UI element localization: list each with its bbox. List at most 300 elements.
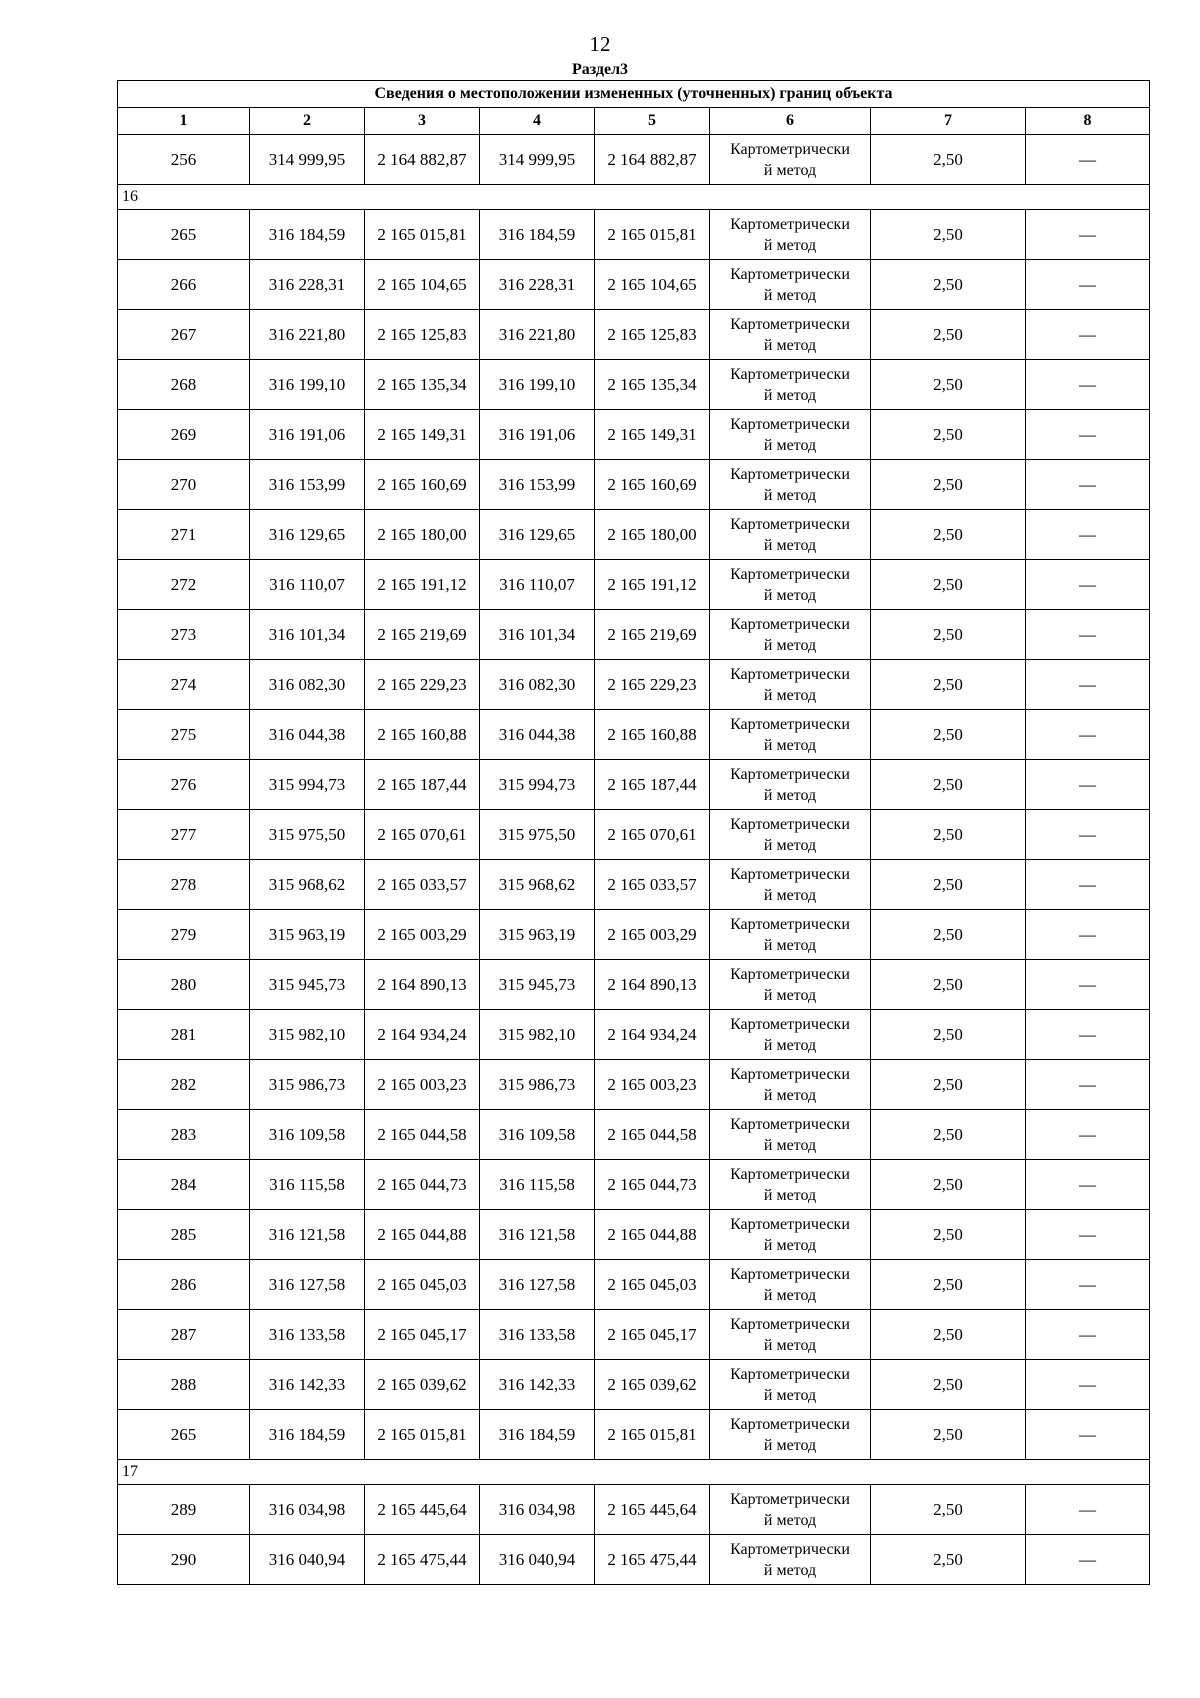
method-cell [710,135,871,185]
point-number-cell: 265 [118,1410,250,1460]
method-cell [710,510,871,560]
method-cell [710,660,871,710]
new-x-cell: 316 101,34 [480,610,595,660]
description-cell: — [1026,1260,1150,1310]
point-number-cell: 279 [118,910,250,960]
existing-x-cell: 315 994,73 [250,760,365,810]
table-row [118,135,1150,185]
new-y-cell: 2 165 229,23 [595,660,710,710]
method-cell [710,310,871,360]
method-line-1: Картометрически [730,315,850,333]
method-line-1: Картометрически [730,465,850,483]
point-number-cell: 289 [118,1485,250,1535]
existing-x-cell: 316 101,34 [250,610,365,660]
accuracy-cell: 2,50 [871,710,1026,760]
description-cell: — [1026,360,1150,410]
method-line-2: й метод [763,436,817,454]
new-y-cell: 2 165 003,23 [595,1060,710,1110]
accuracy-cell: 2,50 [871,260,1026,310]
method-line-2: й метод [763,1036,817,1054]
method-cell [710,1210,871,1260]
method-line-2: й метод [763,936,817,954]
new-x-cell: 316 121,58 [480,1210,595,1260]
table-caption: Сведения о местоположении измененных (уточненных) границ объекта [118,81,1150,108]
accuracy-cell: 2,50 [871,410,1026,460]
existing-y-cell: 2 165 160,69 [365,460,480,510]
existing-y-cell: 2 165 044,88 [365,1210,480,1260]
method-cell [710,810,871,860]
description-cell: — [1026,1310,1150,1360]
new-y-cell: 2 165 045,17 [595,1310,710,1360]
existing-y-cell: 2 165 149,31 [365,410,480,460]
method-line-2: й метод [763,236,817,254]
column-number-8: 8 [1026,108,1150,135]
new-y-cell: 2 165 033,57 [595,860,710,910]
accuracy-cell: 2,50 [871,910,1026,960]
description-cell: — [1026,610,1150,660]
new-y-cell: 2 165 219,69 [595,610,710,660]
new-x-cell: 316 199,10 [480,360,595,410]
accuracy-cell: 2,50 [871,1485,1026,1535]
point-number-cell: 273 [118,610,250,660]
new-y-cell: 2 165 149,31 [595,410,710,460]
column-number-6: 6 [710,108,871,135]
table-row [118,710,1150,760]
contour-group-row [118,1460,1150,1485]
method-cell [710,710,871,760]
existing-y-cell: 2 165 003,23 [365,1060,480,1110]
existing-y-cell: 2 165 187,44 [365,760,480,810]
accuracy-cell: 2,50 [871,1535,1026,1585]
method-cell [710,610,871,660]
column-number-5: 5 [595,108,710,135]
new-y-cell: 2 165 160,88 [595,710,710,760]
accuracy-cell: 2,50 [871,1210,1026,1260]
table-row [118,460,1150,510]
point-number-cell: 267 [118,310,250,360]
method-line-2: й метод [763,336,817,354]
existing-x-cell: 316 082,30 [250,660,365,710]
description-cell: — [1026,860,1150,910]
section-title: Раздел3 [571,61,629,78]
accuracy-cell: 2,50 [871,760,1026,810]
accuracy-cell: 2,50 [871,660,1026,710]
description-cell: — [1026,1535,1150,1585]
method-line-2: й метод [763,1511,817,1529]
description-cell: — [1026,960,1150,1010]
method-line-1: Картометрически [730,865,850,883]
description-cell: — [1026,1360,1150,1410]
method-line-2: й метод [763,486,817,504]
new-y-cell: 2 165 187,44 [595,760,710,810]
description-cell: — [1026,1210,1150,1260]
method-cell [710,410,871,460]
table-row [118,1360,1150,1410]
new-x-cell: 316 221,80 [480,310,595,360]
table-body [118,135,1150,1585]
method-line-1: Картометрически [730,415,850,433]
method-line-2: й метод [763,836,817,854]
accuracy-cell: 2,50 [871,1310,1026,1360]
existing-y-cell: 2 164 934,24 [365,1010,480,1060]
method-line-2: й метод [763,1086,817,1104]
new-y-cell: 2 165 070,61 [595,810,710,860]
method-line-1: Картометрически [730,1365,850,1383]
column-number-3: 3 [365,108,480,135]
existing-x-cell: 316 129,65 [250,510,365,560]
description-cell: — [1026,1410,1150,1460]
point-number-cell: 281 [118,1010,250,1060]
point-number-cell: 287 [118,1310,250,1360]
new-x-cell: 315 968,62 [480,860,595,910]
existing-y-cell: 2 165 125,83 [365,310,480,360]
new-y-cell: 2 165 044,58 [595,1110,710,1160]
accuracy-cell: 2,50 [871,1010,1026,1060]
method-line-2: й метод [763,736,817,754]
existing-x-cell: 316 109,58 [250,1110,365,1160]
existing-y-cell: 2 165 104,65 [365,260,480,310]
method-cell [710,860,871,910]
method-cell [710,1360,871,1410]
point-number-cell: 284 [118,1160,250,1210]
description-cell: — [1026,510,1150,560]
new-x-cell: 316 129,65 [480,510,595,560]
method-cell [710,460,871,510]
method-line-2: й метод [763,886,817,904]
method-cell [710,1110,871,1160]
new-x-cell: 316 153,99 [480,460,595,510]
existing-x-cell: 316 115,58 [250,1160,365,1210]
new-x-cell: 315 994,73 [480,760,595,810]
point-number-cell: 266 [118,260,250,310]
new-x-cell: 316 228,31 [480,260,595,310]
method-cell [710,960,871,1010]
method-line-2: й метод [763,161,817,179]
method-line-2: й метод [763,786,817,804]
table-row [118,660,1150,710]
existing-x-cell: 316 228,31 [250,260,365,310]
description-cell: — [1026,810,1150,860]
method-cell [710,1310,871,1360]
existing-x-cell: 316 044,38 [250,710,365,760]
accuracy-cell: 2,50 [871,510,1026,560]
method-line-2: й метод [763,1236,817,1254]
method-line-1: Картометрически [730,515,850,533]
new-y-cell: 2 165 135,34 [595,360,710,410]
description-cell: — [1026,1485,1150,1535]
method-line-2: й метод [763,1336,817,1354]
contour-number: 17 [118,1460,1150,1485]
existing-x-cell: 316 199,10 [250,360,365,410]
accuracy-cell: 2,50 [871,210,1026,260]
method-line-1: Картометрически [730,815,850,833]
existing-x-cell: 315 945,73 [250,960,365,1010]
existing-y-cell: 2 165 219,69 [365,610,480,660]
table-row [118,1210,1150,1260]
accuracy-cell: 2,50 [871,560,1026,610]
existing-y-cell: 2 164 882,87 [365,135,480,185]
point-number-cell: 286 [118,1260,250,1310]
existing-y-cell: 2 165 044,58 [365,1110,480,1160]
new-x-cell: 315 945,73 [480,960,595,1010]
method-line-1: Картометрически [730,665,850,683]
method-line-2: й метод [763,1286,817,1304]
method-line-2: й метод [763,536,817,554]
new-x-cell: 316 184,59 [480,210,595,260]
new-x-cell: 315 963,19 [480,910,595,960]
method-cell [710,360,871,410]
contour-number: 16 [118,185,1150,210]
accuracy-cell: 2,50 [871,1060,1026,1110]
existing-x-cell: 316 153,99 [250,460,365,510]
table-row [118,810,1150,860]
existing-x-cell: 316 127,58 [250,1260,365,1310]
point-number-cell: 290 [118,1535,250,1585]
new-x-cell: 315 975,50 [480,810,595,860]
point-number-cell: 269 [118,410,250,460]
accuracy-cell: 2,50 [871,1360,1026,1410]
method-line-1: Картометрически [730,215,850,233]
method-line-1: Картометрически [730,1315,850,1333]
new-y-cell: 2 165 104,65 [595,260,710,310]
description-cell: — [1026,910,1150,960]
new-x-cell: 316 109,58 [480,1110,595,1160]
description-cell: — [1026,460,1150,510]
method-line-2: й метод [763,386,817,404]
column-number-4: 4 [480,108,595,135]
method-line-1: Картометрически [730,965,850,983]
point-number-cell: 285 [118,1210,250,1260]
method-cell [710,1410,871,1460]
existing-y-cell: 2 165 135,34 [365,360,480,410]
new-y-cell: 2 165 015,81 [595,1410,710,1460]
existing-y-cell: 2 165 045,17 [365,1310,480,1360]
point-number-cell: 283 [118,1110,250,1160]
method-line-1: Картометрически [730,1165,850,1183]
new-y-cell: 2 164 882,87 [595,135,710,185]
method-line-1: Картометрически [730,1490,850,1508]
existing-x-cell: 316 034,98 [250,1485,365,1535]
existing-y-cell: 2 165 045,03 [365,1260,480,1310]
existing-x-cell: 315 986,73 [250,1060,365,1110]
existing-x-cell: 314 999,95 [250,135,365,185]
method-line-1: Картометрически [730,715,850,733]
method-cell [710,760,871,810]
new-y-cell: 2 165 039,62 [595,1360,710,1410]
description-cell: — [1026,1110,1150,1160]
new-x-cell: 316 127,58 [480,1260,595,1310]
description-cell: — [1026,1060,1150,1110]
description-cell: — [1026,410,1150,460]
new-x-cell: 316 082,30 [480,660,595,710]
new-x-cell: 316 115,58 [480,1160,595,1210]
existing-y-cell: 2 165 039,62 [365,1360,480,1410]
point-number-cell: 256 [118,135,250,185]
method-line-2: й метод [763,586,817,604]
accuracy-cell: 2,50 [871,860,1026,910]
existing-y-cell: 2 165 003,29 [365,910,480,960]
existing-y-cell: 2 165 044,73 [365,1160,480,1210]
table-row [118,1310,1150,1360]
new-x-cell: 316 191,06 [480,410,595,460]
point-number-cell: 278 [118,860,250,910]
accuracy-cell: 2,50 [871,310,1026,360]
new-y-cell: 2 165 044,88 [595,1210,710,1260]
point-number-cell: 277 [118,810,250,860]
existing-x-cell: 316 133,58 [250,1310,365,1360]
method-line-1: Картометрически [730,1415,850,1433]
method-cell [710,1485,871,1535]
point-number-cell: 276 [118,760,250,810]
method-line-1: Картометрически [730,565,850,583]
table-row [118,410,1150,460]
point-number-cell: 265 [118,210,250,260]
description-cell: — [1026,260,1150,310]
method-line-2: й метод [763,286,817,304]
method-cell [710,560,871,610]
existing-x-cell: 316 142,33 [250,1360,365,1410]
new-x-cell: 316 044,38 [480,710,595,760]
method-line-1: Картометрически [730,365,850,383]
table-row [118,610,1150,660]
existing-x-cell: 316 121,58 [250,1210,365,1260]
existing-y-cell: 2 165 160,88 [365,710,480,760]
method-cell [710,1010,871,1060]
method-line-2: й метод [763,1186,817,1204]
accuracy-cell: 2,50 [871,1160,1026,1210]
method-line-1: Картометрически [730,1540,850,1558]
existing-y-cell: 2 165 015,81 [365,210,480,260]
method-line-1: Картометрически [730,615,850,633]
table-row [118,1535,1150,1585]
accuracy-cell: 2,50 [871,810,1026,860]
table-row [118,1410,1150,1460]
description-cell: — [1026,310,1150,360]
existing-x-cell: 315 963,19 [250,910,365,960]
column-number-row [118,108,1150,135]
method-line-1: Картометрически [730,1015,850,1033]
new-y-cell: 2 165 003,29 [595,910,710,960]
table-row [118,760,1150,810]
existing-x-cell: 315 968,62 [250,860,365,910]
new-x-cell: 316 133,58 [480,1310,595,1360]
new-x-cell: 316 184,59 [480,1410,595,1460]
point-number-cell: 280 [118,960,250,1010]
point-number-cell: 274 [118,660,250,710]
new-y-cell: 2 165 191,12 [595,560,710,610]
existing-y-cell: 2 165 229,23 [365,660,480,710]
column-number-2: 2 [250,108,365,135]
column-number-7: 7 [871,108,1026,135]
new-x-cell: 314 999,95 [480,135,595,185]
existing-x-cell: 315 975,50 [250,810,365,860]
point-number-cell: 270 [118,460,250,510]
method-line-2: й метод [763,1136,817,1154]
point-number-cell: 271 [118,510,250,560]
method-line-2: й метод [763,986,817,1004]
new-y-cell: 2 165 475,44 [595,1535,710,1585]
existing-x-cell: 315 982,10 [250,1010,365,1060]
point-number-cell: 275 [118,710,250,760]
existing-x-cell: 316 221,80 [250,310,365,360]
new-y-cell: 2 165 015,81 [595,210,710,260]
accuracy-cell: 2,50 [871,135,1026,185]
method-line-2: й метод [763,1436,817,1454]
existing-x-cell: 316 184,59 [250,210,365,260]
description-cell: — [1026,1160,1150,1210]
new-y-cell: 2 164 890,13 [595,960,710,1010]
method-line-1: Картометрически [730,1115,850,1133]
table-row [118,1010,1150,1060]
method-line-1: Картометрически [730,765,850,783]
description-cell: — [1026,135,1150,185]
method-cell [710,910,871,960]
description-cell: — [1026,660,1150,710]
method-cell [710,1060,871,1110]
accuracy-cell: 2,50 [871,1260,1026,1310]
table-row [118,310,1150,360]
method-cell [710,260,871,310]
new-x-cell: 315 986,73 [480,1060,595,1110]
method-line-1: Картометрически [730,265,850,283]
table-row [118,560,1150,610]
column-number-1: 1 [118,108,250,135]
new-y-cell: 2 165 045,03 [595,1260,710,1310]
new-x-cell: 316 110,07 [480,560,595,610]
method-line-1: Картометрически [730,1215,850,1233]
accuracy-cell: 2,50 [871,1110,1026,1160]
existing-y-cell: 2 165 191,12 [365,560,480,610]
new-y-cell: 2 165 180,00 [595,510,710,560]
existing-y-cell: 2 165 475,44 [365,1535,480,1585]
new-x-cell: 316 034,98 [480,1485,595,1535]
method-cell [710,1535,871,1585]
method-cell [710,1160,871,1210]
table-row [118,1260,1150,1310]
existing-y-cell: 2 165 180,00 [365,510,480,560]
boundary-table-container [117,80,1150,1585]
new-x-cell: 315 982,10 [480,1010,595,1060]
table-row [118,260,1150,310]
description-cell: — [1026,210,1150,260]
new-y-cell: 2 165 044,73 [595,1160,710,1210]
point-number-cell: 288 [118,1360,250,1410]
accuracy-cell: 2,50 [871,960,1026,1010]
method-cell [710,210,871,260]
existing-y-cell: 2 165 015,81 [365,1410,480,1460]
existing-x-cell: 316 110,07 [250,560,365,610]
method-line-1: Картометрически [730,915,850,933]
accuracy-cell: 2,50 [871,360,1026,410]
description-cell: — [1026,760,1150,810]
table-row [118,510,1150,560]
table-row [118,860,1150,910]
new-x-cell: 316 142,33 [480,1360,595,1410]
method-line-2: й метод [763,1561,817,1579]
table-row [118,960,1150,1010]
point-number-cell: 268 [118,360,250,410]
new-y-cell: 2 165 125,83 [595,310,710,360]
method-cell [710,1260,871,1310]
existing-y-cell: 2 165 445,64 [365,1485,480,1535]
boundary-points-table [117,80,1150,1585]
table-row [118,1110,1150,1160]
description-cell: — [1026,560,1150,610]
table-row [118,910,1150,960]
method-line-2: й метод [763,686,817,704]
description-cell: — [1026,710,1150,760]
page-number: 12 [589,32,611,56]
